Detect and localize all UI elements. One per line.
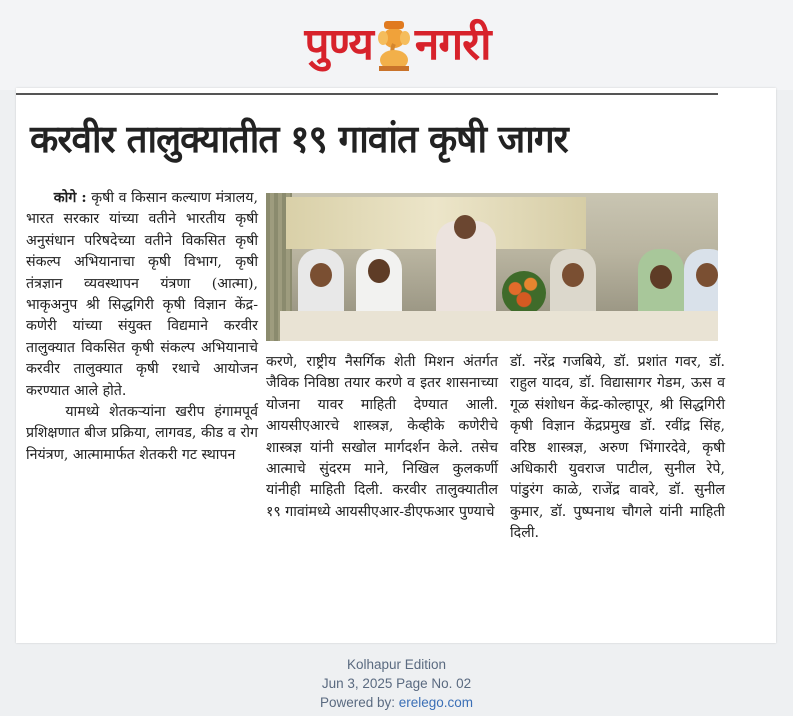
column-3-text: डॉ. नरेंद्र गजबिये, डॉ. प्रशांत गवर, डॉ. राहुल यादव, डॉ. विद्यासागर गेडम, ऊस व गूळ संशोधन केंद्र-कोल्हापूर, श्री सिद्धगिरी कृषी विज्ञान केंद्रप्रमुख डॉ. रवींद्र सिंह, वरिष्ठ शास्त्रज्ञ, अरुण भिंगारदेवे, कृषी अधिकारी युवराज पाटील, सुनील रेपे, पांडुरंग काळे, राजेंद्र वावरे, डॉ. सुनील कुमार, डॉ. पुष्पनाथ चौगले यांनी माहिती दिली. [510,354,725,542]
column-1-para-2 [26,402,258,466]
photo-person-head [454,215,476,239]
ganesha-logo-icon [375,18,413,72]
article-column-3 [510,352,725,545]
powered-by-link[interactable]: erelego.com [398,695,474,710]
newspaper-logo[interactable] [270,10,525,80]
column-1-text-2: यामध्ये शेतकऱ्यांना खरीप हंगामपूर्व प्रशिक्षणात बीज प्रक्रिया, लागवड, कीड व रोग नियंत्रण, आत्मामार्फत शेतकरी गट स्थापन [26,404,258,463]
photo-person-head [310,263,332,287]
photo-person-head [368,259,390,283]
photo-person-head [650,265,672,289]
edition-name: Kolhapur Edition [346,657,447,672]
photo-flower-bouquet [502,271,546,315]
photo-person-head [696,263,718,287]
logo-text-right: नगरी [414,19,491,70]
photo-dais-table [280,311,718,341]
photo-person-head [562,263,584,287]
dateline-place: कोगे : [53,190,87,206]
column-1-text-1: कृषी व किसान कल्याण मंत्रालय, भारत सरकार यांच्या वतीने भारतीय कृषी अनुसंधान परिषदेच्या वतीने विकसित कृषी संकल्प अभियानाचा कृषी विभाग, कृषी तंत्रज्ञान व्यवस्थापन यंत्रणा (आत्मा), भाकृअनुप श्री सिद्धगिरी कृषी विज्ञान केंद्र-कणेरी यांच्या संयुक्त विद्यमाने करवीर तालुक्यात विकसित कृषी संकल्प अभियानाचे करवीर तालुक्यात कृषी रथाचे आयोजन करण्यात आले होते. [26,190,258,399]
edition-date-page: Jun 3, 2025 Page No. 02 [321,676,472,691]
edition-footer [0,655,793,712]
article-headline: करवीर तालुक्यातीत १९ गावांत कृषी जागर [30,117,568,161]
masthead [0,0,793,90]
powered-by-label: Powered by: [319,695,399,710]
article-photo[interactable] [266,193,718,341]
column-1-para-1 [26,188,258,402]
powered-by [0,693,793,712]
top-rule [16,93,718,95]
article-column-1 [26,188,258,466]
newspaper-clipping [16,88,776,643]
article-column-2 [266,352,498,523]
column-2-text: करणे, राष्ट्रीय नैसर्गिक शेती मिशन अंतर्गत जैविक निविष्ठा तयार करणे व इतर शासनाच्या योजना यावर माहिती देण्यात आली. आयसीएआरचे शास्त्रज्ञ, केव्हीके कणेरीचे शास्त्रज्ञ यांनी सखोल मार्गदर्शन केले. तसेच आत्माचे सुंदरम माने, निखिल कुलकर्णी यांनीही माहिती दिली. करवीर तालुक्यातील १९ गावांमध्ये आयसीएआर-डीएफआर पुण्याचे [266,354,498,520]
logo-text-left: पुण्य [304,19,373,70]
